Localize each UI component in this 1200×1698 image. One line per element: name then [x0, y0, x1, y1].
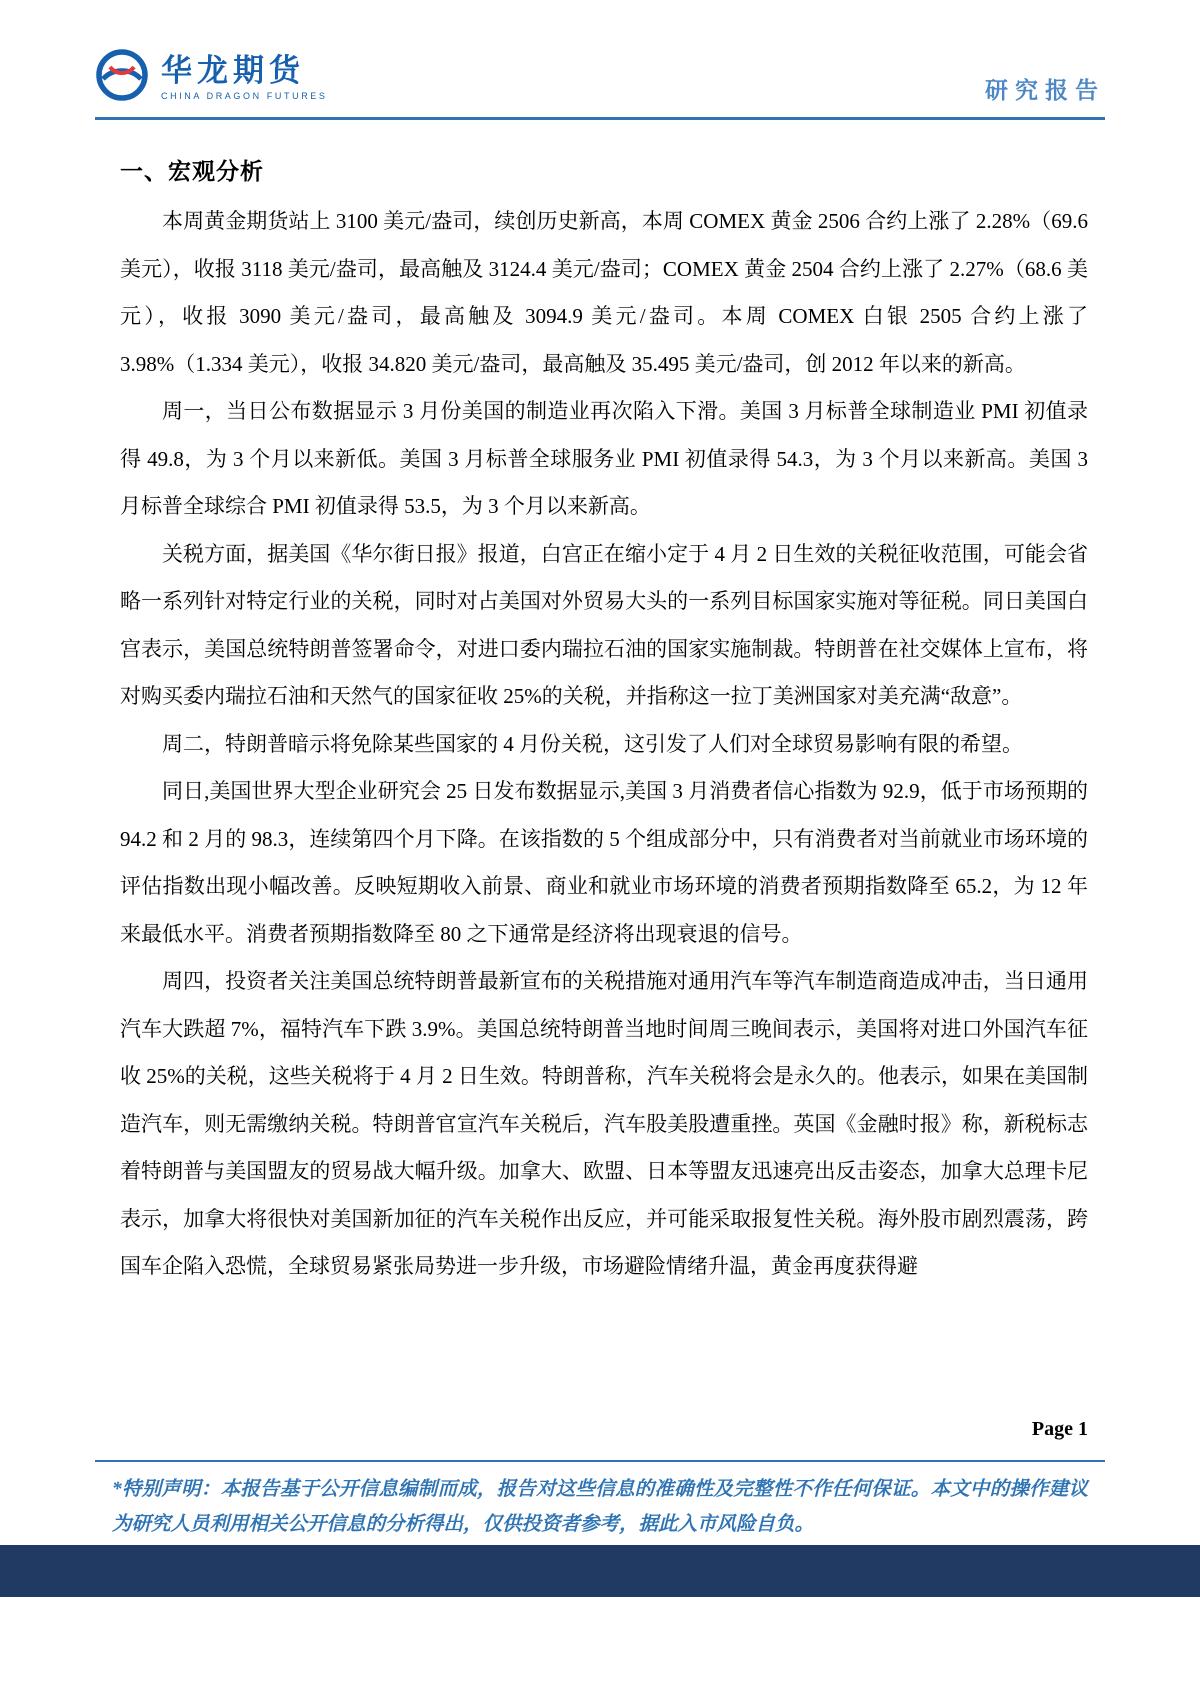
brand-name-en: CHINA DRAGON FUTURES — [161, 90, 328, 101]
bottom-color-bar — [0, 1545, 1200, 1597]
paragraph: 本周黄金期货站上 3100 美元/盎司，续创历史新高，本周 COMEX 黄金 2506 合约上涨了 2.28%（69.6 美元），收报 3118 美元/盎司，最高触及 3124.4 美元/盎司；COMEX 黄金 2504 合约上涨了 2.27%（68.6 美元），收报 3090 美元/盎司，最高触及 3094.9 美元/盎司。本周 COMEX 白银 2505 合约上涨了 3.98%（1.334 美元），收报 34.820 美元/盎司，最高触及 35.495 美元/盎司，创 2012 年以来的新高。 — [120, 209, 1088, 376]
paragraph: 关税方面，据美国《华尔街日报》报道，白宫正在缩小定于 4 月 2 日生效的关税征收范围，可能会省略一系列针对特定行业的关税，同时对占美国对外贸易大头的一系列目标国家实施对等征税。同日美国白宫表示，美国总统特朗普签署命令，对进口委内瑞拉石油的国家实施制裁。特朗普在社交媒体上宣布，将对购买委内瑞拉石油和天然气的国家征收 25%的关税，并指称这一拉丁美洲国家对美充满“敌意”。 — [120, 541, 1088, 708]
doc-type-label: 研究报告 — [985, 77, 1105, 103]
paragraph: 同日,美国世界大型企业研究会 25 日发布数据显示,美国 3 月消费者信心指数为 92.9，低于市场预期的 94.2 和 2 月的 98.3，连续第四个月下降。在该指数的 5 个组成部分中，只有消费者对当前就业市场环境的评估指数出现小幅改善。反映短期收入前景、商业和就业市场环境的消费者预期指数降至 65.2，为 12 年来最低水平。消费者预期指数降至 80 之下通常是经济将出现衰退的信号。 — [120, 779, 1088, 946]
footer-divider — [95, 1460, 1105, 1462]
disclaimer-text: *特别声明：本报告基于公开信息编制而成，报告对这些信息的准确性及完整性不作任何保证。本文中的操作建议为研究人员利用相关公开信息的分析得出，仅供投资者参考，据此入市风险自负。 — [112, 1479, 1088, 1535]
page-header — [95, 40, 1105, 120]
document-body — [120, 143, 1088, 1291]
brand-logo-icon — [95, 48, 149, 107]
brand — [95, 48, 328, 107]
section-title: 一、宏观分析 — [120, 159, 264, 184]
page-number: Page 1 — [1031, 1418, 1088, 1440]
brand-name-cn: 华龙期货 — [161, 52, 305, 88]
brand-text — [161, 54, 328, 102]
paragraph: 周四，投资者关注美国总统特朗普最新宣布的关税措施对通用汽车等汽车制造商造成冲击，当日通用汽车大跌超 7%，福特汽车下跌 3.9%。美国总统特朗普当地时间周三晚间表示，美国将对进口外国汽车征收 25%的关税，这些关税将于 4 月 2 日生效。特朗普称，汽车关税将会是永久的。他表示，如果在美国制造汽车，则无需缴纳关税。特朗普官宣汽车关税后，汽车股美股遭重挫。英国《金融时报》称，新税标志着特朗普与美国盟友的贸易战大幅升级。加拿大、欧盟、日本等盟友迅速亮出反击姿态，加拿大总理卡尼表示，加拿大将很快对美国新加征的汽车关税作出反应，并可能采取报复性关税。海外股市剧烈震荡，跨国车企陷入恐慌，全球贸易紧张局势进一步升级，市场避险情绪升温，黄金再度获得避 — [120, 969, 1088, 1278]
paragraph: 周一，当日公布数据显示 3 月份美国的制造业再次陷入下滑。美国 3 月标普全球制造业 PMI 初值录得 49.8，为 3 个月以来新低。美国 3 月标普全球服务业 PMI 初值录得 54.3，为 3 个月以来新高。美国 3 月标普全球综合 PMI 初值录得 53.5，为 3 个月以来新高。 — [120, 399, 1088, 518]
paragraph: 周二，特朗普暗示将免除某些国家的 4 月份关税，这引发了人们对全球贸易影响有限的希望。 — [162, 731, 1023, 756]
